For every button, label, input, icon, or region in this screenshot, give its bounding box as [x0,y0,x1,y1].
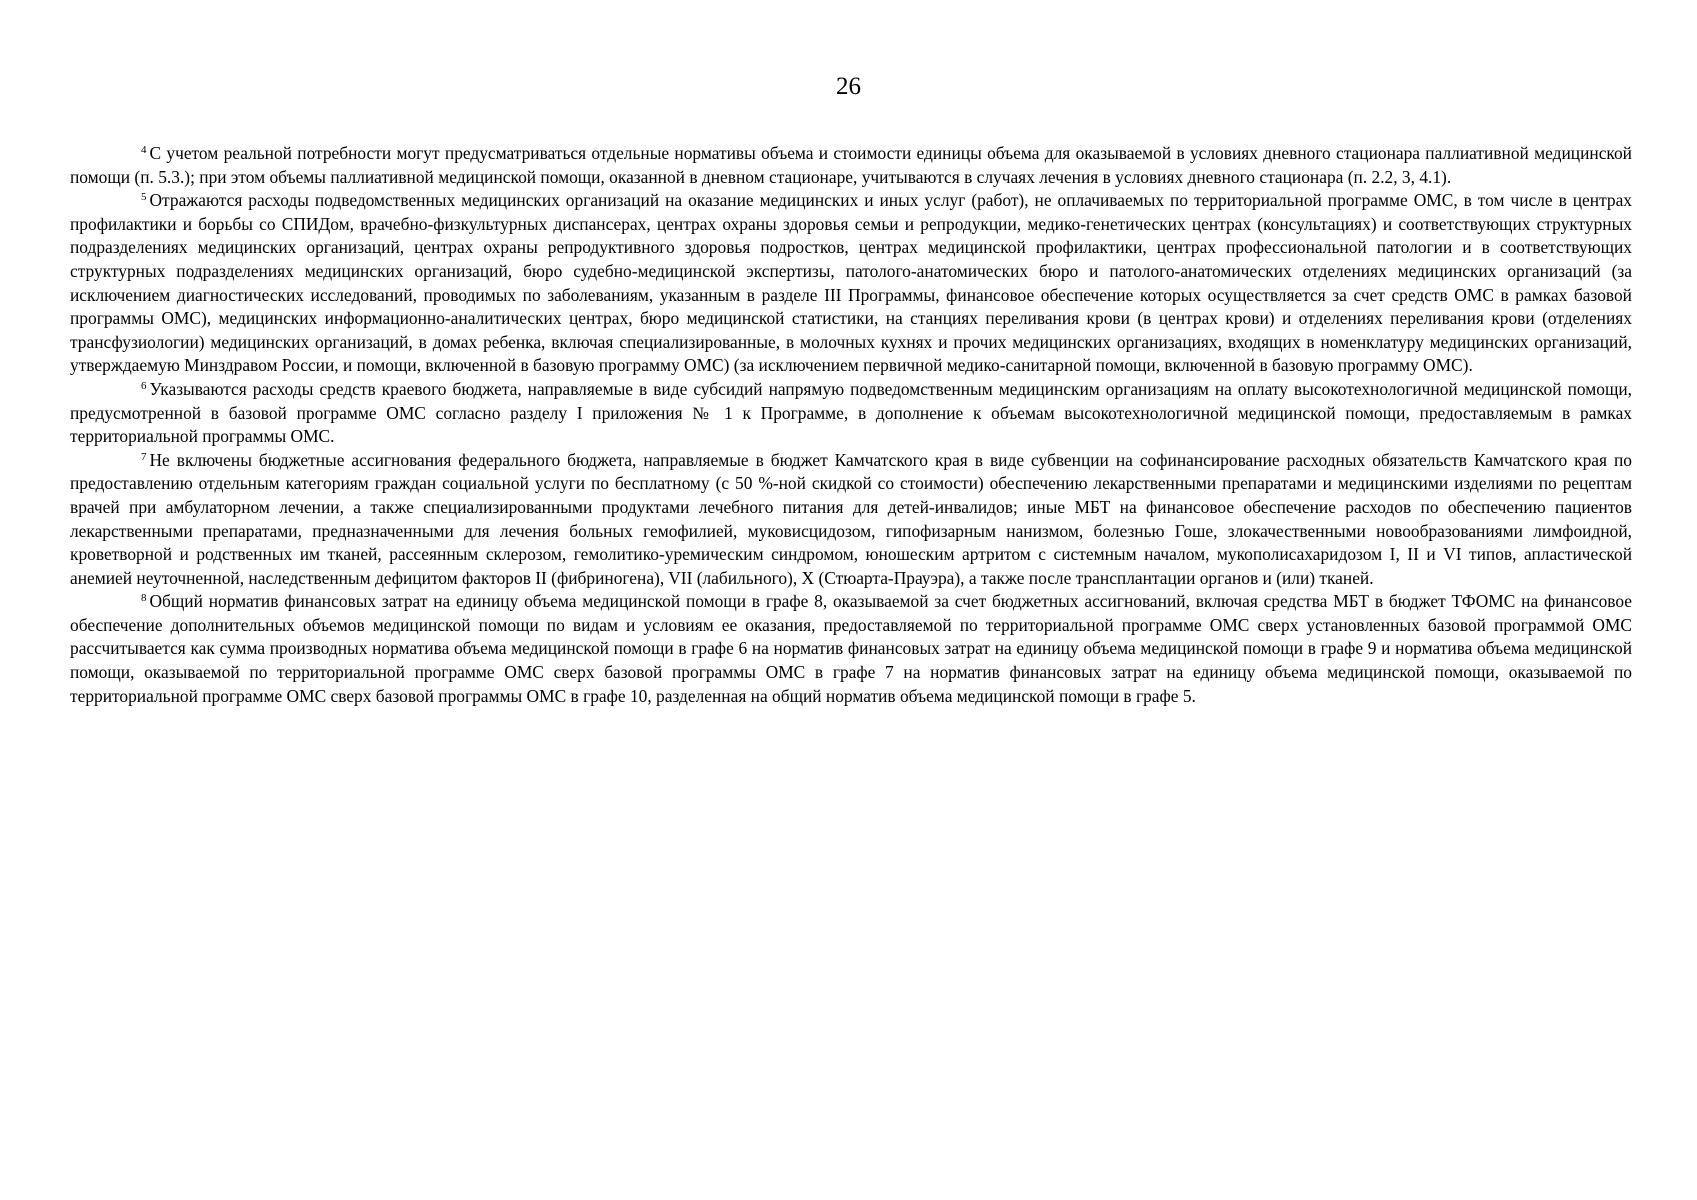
footnote-text: Не включены бюджетные ассигнования федерального бюджета, направляемые в бюджет Камчатского края в виде субвенции на софинансирование расходных обязательств Камчатского края по предоставлению отдельным категориям граждан социальной услуги по бесплатному (с 50 %-ной скидкой со стоимости) обеспечению лекарственными препаратами и медицинскими изделиями по рецептам врачей при амбулаторном лечении, а также специализированными продуктами лечебного питания для детей-инвалидов; иные МБТ на финансовое обеспечение расходов по обеспечению пациентов лекарственными препаратами, предназначенными для лечения больных гемофилией, муковисцидозом, гипофизарным нанизмом, болезнью Гоше, злокачественными новообразованиями лимфоидной, кроветворной и родственных им тканей, рассеянным склерозом, гемолитико-уремическим синдромом, юношеским артритом с системным началом, мукополисахаридозом I, II и VI типов, апластической анемией неуточненной, наследственным дефицитом факторов II (фибриногена), VII (лабильного), X (Стюарта-Прауэра), а также после трансплантации органов и (или) тканей. [70,449,1632,588]
footnote-marker: 4 [141,144,147,156]
footnote-5 [70,189,1632,378]
footnote-marker: 6 [141,379,147,392]
footnote-text: С учетом реальной потребности могут предусматриваться отдельные нормативы объема и стоимости единицы объема для оказываемой в условиях дневного стационара паллиативной медицинской помощи (п. 5.3.); при этом объемы паллиативной медицинской помощи, оказанной в дневном стационаре, учитываются в случаях лечения в условиях дневного стационара (п. 2.2, 3, 4.1). [70,143,1632,187]
footnote-text: Отражаются расходы подведомственных медицинских организаций на оказание медицинских и иных услуг (работ), не оплачиваемых по территориальной программе ОМС, в том числе в центрах профилактики и борьбы со СПИДом, врачебно-физкультурных диспансерах, центрах охраны здоровья семьи и репродукции, медико-генетических центрах (консультациях) и соответствующих структурных подразделениях медицинских организаций, центрах охраны репродуктивного здоровья подростков, центрах медицинской профилактики, центрах профессиональной патологии и в соответствующих структурных подразделениях медицинских организаций, бюро судебно-медицинской экспертизы, патолого-анатомических бюро и патолого-анатомических отделениях медицинских организаций (за исключением диагностических исследований, проводимых по заболеваниям, указанным в разделе III Программы, финансовое обеспечение которых осуществляется за счет средств ОМС в рамках базовой программы ОМС), медицинских информационно-аналитических центрах, бюро медицинской статистики, на станциях переливания крови (в центрах крови) и отделениях переливания крови (отделениях трансфузиологии) медицинских организаций, в домах ребенка, включая специализированные, в молочных кухнях и прочих медицинских организациях, входящих в номенклатуру медицинских организаций, утверждаемую Минздравом России, и помощи, включенной в базовую программу ОМС) (за исключением первичной медико-санитарной помощи, включенной в базовую программу ОМС). [70,190,1632,376]
footnote-7 [70,449,1632,591]
footnote-marker: 7 [141,450,147,463]
page-number: 26 [836,73,861,100]
footnote-text: Указываются расходы средств краевого бюджета, направляемые в виде субсидий напрямую подведомственным медицинским организациям на оплату высокотехнологичной медицинской помощи, предусмотренной в базовой программе ОМС согласно разделу I приложения № 1 к Программе, в дополнение к объемам высокотехнологичной медицинской помощи, предоставляемым в рамках территориальной программы ОМС. [70,378,1632,447]
footnote-8 [70,590,1632,708]
footnote-6 [70,378,1632,449]
footnote-marker: 8 [141,592,147,605]
footnote-4 [70,142,1632,189]
footnote-marker: 5 [141,191,147,204]
footnote-text: Общий норматив финансовых затрат на единицу объема медицинской помощи в графе 8, оказываемой за счет бюджетных ассигнований, включая средства МБТ в бюджет ТФОМС на финансовое обеспечение дополнительных объемов медицинской помощи по видам и условиям ее оказания, предоставляемой по территориальной программе ОМС сверх установленных базовой программой ОМС рассчитывается как сумма производных норматива объема медицинской помощи в графе 6 на норматив финансовых затрат на единицу объема медицинской помощи в графе 9 и норматива объема медицинской помощи, оказываемой по территориальной программе ОМС сверх базовой программы ОМС в графе 7 на норматив финансовых затрат на единицу объема медицинской помощи, оказываемой по территориальной программе ОМС сверх базовой программы ОМС в графе 10, разделенная на общий норматив объема медицинской помощи в графе 5. [70,591,1632,706]
footnotes-section [70,142,1632,708]
